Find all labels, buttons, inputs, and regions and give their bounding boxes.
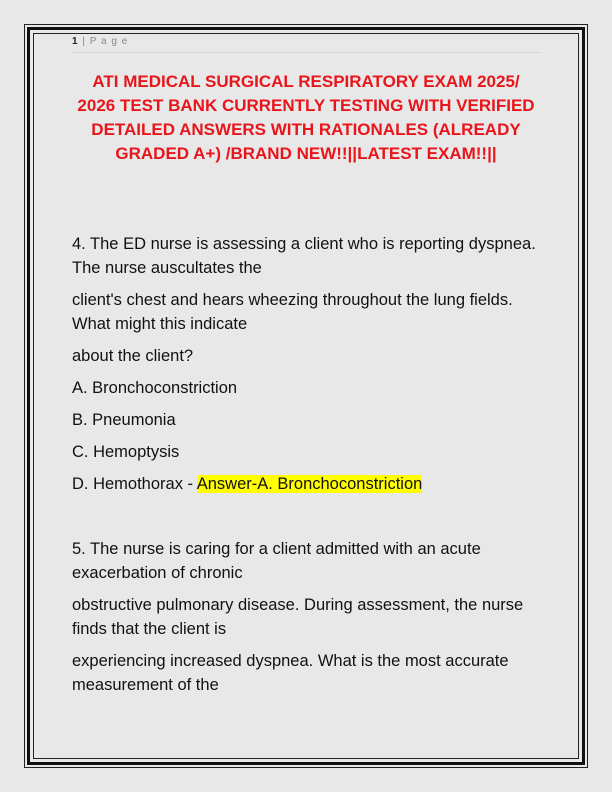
question-4-text-1: 4. The ED nurse is assessing a client who is reporting dyspnea. The nurse auscultates the [72, 235, 536, 277]
header-separator: | [82, 36, 86, 47]
question-5-text-3: experiencing increased dyspnea. What is the most accurate measurement of the [72, 652, 509, 694]
question-4-answer: Answer-A. Bronchoconstriction [196, 475, 423, 493]
question-5-text-1: 5. The nurse is caring for a client admitted with an acute exacerbation of chronic [72, 540, 481, 582]
question-4-option-d: D. Hemothorax - [72, 475, 197, 493]
page-number: 1 [72, 36, 79, 47]
question-5-text-2: obstructive pulmonary disease. During assessment, the nurse finds that the client is [72, 596, 524, 638]
question-4-text-3: about the client? [72, 347, 194, 365]
question-4-option-c: C. Hemoptysis [72, 443, 180, 461]
page-label: P a g e [89, 36, 129, 47]
document-title: ATI MEDICAL SURGICAL RESPIRATORY EXAM 2025/ 2026 TEST BANK CURRENTLY TESTING WITH VERIFIED DETAILED ANSWERS WITH RATIONALES (ALREADY GRADED A+) /BRAND NEW!!||LATEST EXAM!!|| [77, 72, 535, 163]
page-header [72, 36, 542, 53]
question-4-text-2: client's chest and hears wheezing throughout the lung fields. What might this indicate [72, 291, 513, 333]
question-4-option-d-line [72, 472, 542, 496]
question-4-option-a: A. Bronchoconstriction [72, 379, 238, 397]
question-4-option-b: B. Pneumonia [72, 411, 176, 429]
